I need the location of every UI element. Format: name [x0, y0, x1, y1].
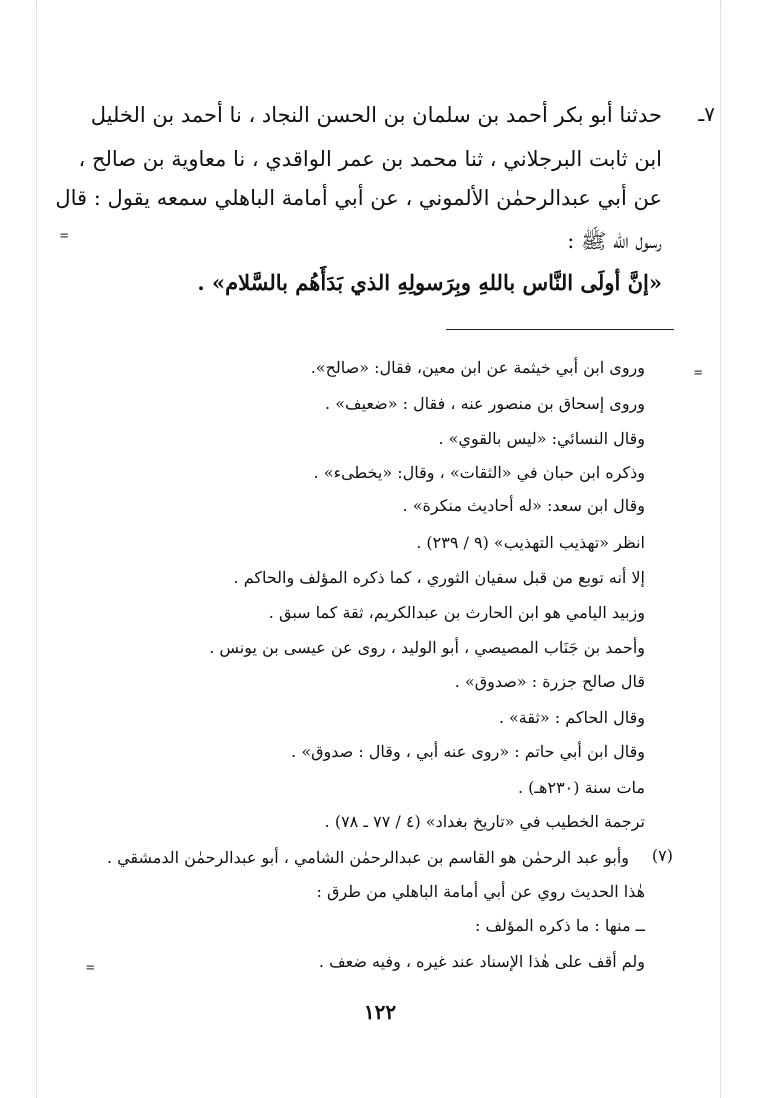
footnote-line: وقال ابن أبي حاتم : «روى عنه أبي ، وقال : صدوق» .	[291, 742, 645, 761]
page-number: ١٢٢	[363, 1000, 397, 1024]
margin-mark: =	[60, 228, 69, 244]
footnote-line: ــ منها : ما ذكره المؤلف :	[475, 916, 645, 935]
footnote-line: انظر «تهذيب التهذيب» (٩ / ٢٣٩) .	[416, 533, 645, 552]
footnote-line: وقال ابن سعد: «له أحاديث منكرة» .	[402, 496, 645, 515]
footnote-line: وقال الحاكم : «ثقة» .	[498, 708, 645, 727]
footnote-line: وأحمد بن جَنَاب المصيصي ، أبو الوليد ، روى عن عيسى بن يونس .	[209, 638, 645, 657]
footnote-separator	[446, 329, 674, 330]
margin-mark: =	[86, 960, 95, 976]
footnote-line: وقال النسائي: «ليس بالقوي» .	[438, 429, 645, 448]
footnote-line: وذكره ابن حبان في «الثقات» ، وقال: «يخطىء» .	[313, 463, 645, 482]
scan-dotted-line	[36, 0, 38, 1098]
footnote-line: مات سنة (٢٣٠هـ) .	[517, 778, 645, 797]
footnote-line: ترجمة الخطيب في «تاريخ بغداد» (٤ / ٧٧ ـ ٧٨) .	[324, 812, 645, 831]
footnote-line: هٰذا الحديث روي عن أبي أمامة الباهلي من طرق :	[316, 882, 645, 901]
footnote-number: (٧)	[651, 846, 673, 865]
margin-mark: =	[694, 365, 703, 381]
hadith-number: ٧ـ	[698, 102, 715, 126]
footnote-line: إلا أنه توبع من قبل سفيان الثوري ، كما ذكره المؤلف والحاكم .	[233, 568, 645, 587]
footnote-line: قال صالح جزرة : «صدوق» .	[454, 672, 645, 691]
hadith-text: «إنَّ أولَى النَّاس باللهِ وبِرَسولِهِ الذي بَدَأَهُم بالسَّلام» .	[197, 270, 662, 295]
footnote-line: وروى إسحاق بن منصور عنه ، فقال : «ضعيف» .	[325, 394, 645, 413]
main-text-line: رسول الله ﷺ :	[567, 229, 662, 253]
main-text-line: عن أبي عبدالرحمٰن الألموني ، عن أبي أمامة الباهلي سمعه يقول : قال	[55, 186, 662, 210]
footnote-line: ولم أقف على هٰذا الإسناد عند غيره ، وفيه ضعف .	[318, 952, 645, 971]
footnote-line: وأبو عبد الرحمٰن هو القاسم بن عبدالرحمٰن الشامي ، أبو عبدالرحمٰن الدمشقي .	[106, 848, 629, 867]
main-text-line: حدثنا أبو بكر أحمد بن سلمان بن الحسن النجاد ، نا أحمد بن الخليل	[90, 103, 662, 127]
scan-dotted-line	[720, 0, 722, 1098]
footnote-line: وروى ابن أبي خيثمة عن ابن معين، فقال: «صالح».	[310, 358, 645, 377]
main-text-line: ابن ثابت البرجلاني ، ثنا محمد بن عمر الواقدي ، نا معاوية بن صالح ،	[78, 147, 662, 171]
footnote-line: وزبيد اليامي هو ابن الحارث بن عبدالكريم، ثقة كما سبق .	[268, 603, 645, 622]
